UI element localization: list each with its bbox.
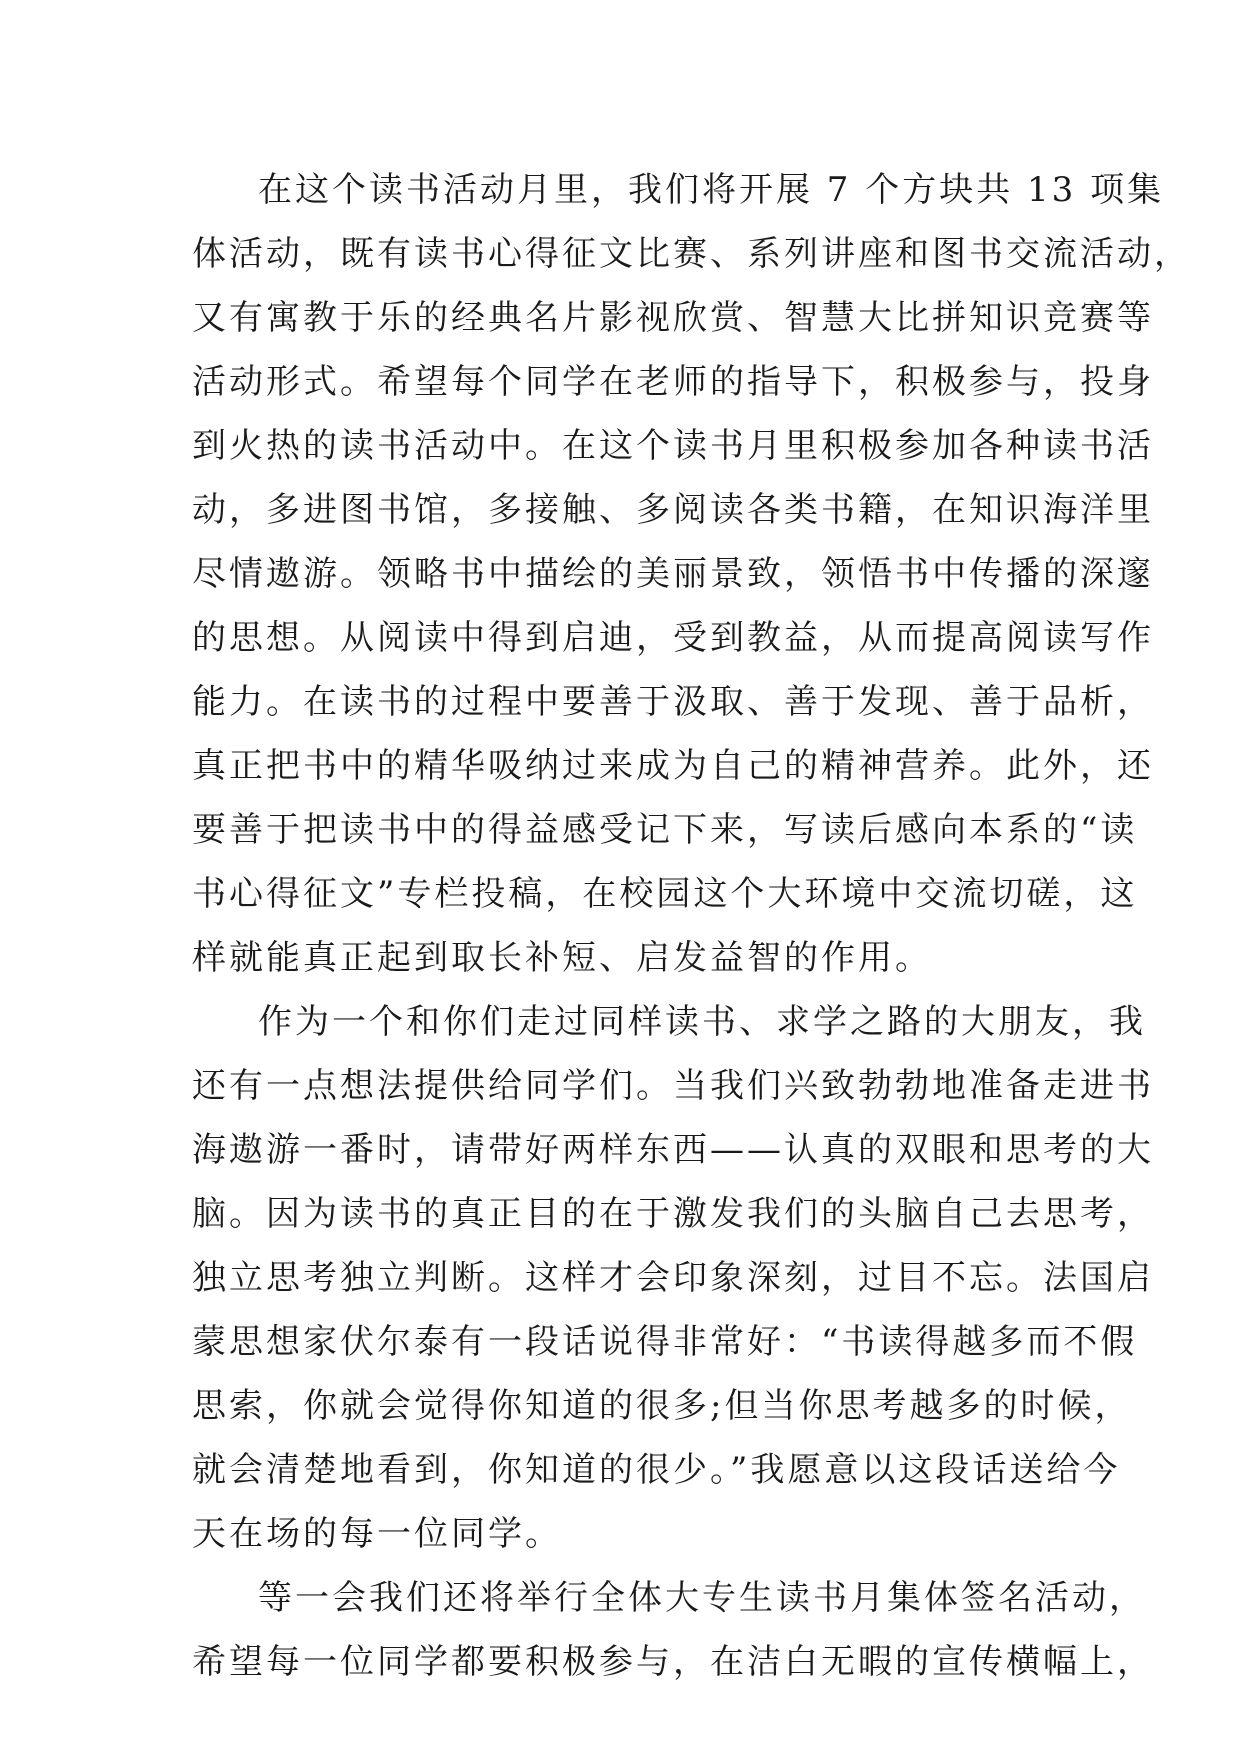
text-line: 等一会我们还将举行全体大专生读书月集体签名活动， bbox=[258, 1578, 1146, 1618]
text-line: 作为一个和你们走过同样读书、求学之路的大朋友，我 bbox=[258, 1002, 1146, 1042]
text-line: 还有一点想法提供给同学们。当我们兴致勃勃地准备走进书 bbox=[192, 1066, 1154, 1106]
paragraph-2 bbox=[192, 990, 1154, 1566]
text-line: 尽情遨游。领略书中描绘的美丽景致，领悟书中传播的深邃 bbox=[192, 554, 1154, 594]
paragraph-3 bbox=[192, 1566, 1154, 1694]
text-line: 能力。在读书的过程中要善于汲取、善于发现、善于品析， bbox=[192, 682, 1154, 722]
paragraph-1 bbox=[192, 158, 1191, 990]
text-line: 脑。因为读书的真正目的在于激发我们的头脑自己去思考， bbox=[192, 1194, 1154, 1234]
text-line: 样就能真正起到取长补短、启发益智的作用。 bbox=[192, 938, 932, 978]
text-line: 在这个读书活动月里，我们将开展 7 个方块共 13 项集 bbox=[258, 170, 1165, 210]
text-line: 天在场的每一位同学。 bbox=[192, 1514, 562, 1554]
text-line: 的思想。从阅读中得到启迪，受到教益，从而提高阅读写作 bbox=[192, 618, 1154, 658]
text-line: 思索，你就会觉得你知道的很多;但当你思考越多的时候， bbox=[192, 1386, 1132, 1426]
text-line: 就会清楚地看到，你知道的很少。”我愿意以这段话送给今 bbox=[192, 1450, 1121, 1490]
text-line: 真正把书中的精华吸纳过来成为自己的精神营养。此外，还 bbox=[192, 746, 1154, 786]
text-line: 活动形式。希望每个同学在老师的指导下，积极参与，投身 bbox=[192, 362, 1154, 402]
text-line: 蒙思想家伏尔泰有一段话说得非常好：“书读得越多而不假 bbox=[192, 1322, 1138, 1362]
text-line: 独立思考独立判断。这样才会印象深刻，过目不忘。法国启 bbox=[192, 1258, 1154, 1298]
text-line: 希望每一位同学都要积极参与，在洁白无暇的宣传横幅上， bbox=[192, 1642, 1154, 1682]
document-body bbox=[192, 158, 1191, 1694]
text-line: 书心得征文”专栏投稿，在校园这个大环境中交流切磋，这 bbox=[192, 874, 1138, 914]
text-line: 又有寓教于乐的经典名片影视欣赏、智慧大比拼知识竞赛等 bbox=[192, 298, 1154, 338]
text-line: 体活动，既有读书心得征文比赛、系列讲座和图书交流活动， bbox=[192, 234, 1191, 274]
text-line: 要善于把读书中的得益感受记下来，写读后感向本系的“读 bbox=[192, 810, 1138, 850]
text-line: 到火热的读书活动中。在这个读书月里积极参加各种读书活 bbox=[192, 426, 1154, 466]
text-line: 动，多进图书馆，多接触、多阅读各类书籍，在知识海洋里 bbox=[192, 490, 1154, 530]
text-line: 海遨游一番时，请带好两样东西——认真的双眼和思考的大 bbox=[192, 1130, 1154, 1170]
